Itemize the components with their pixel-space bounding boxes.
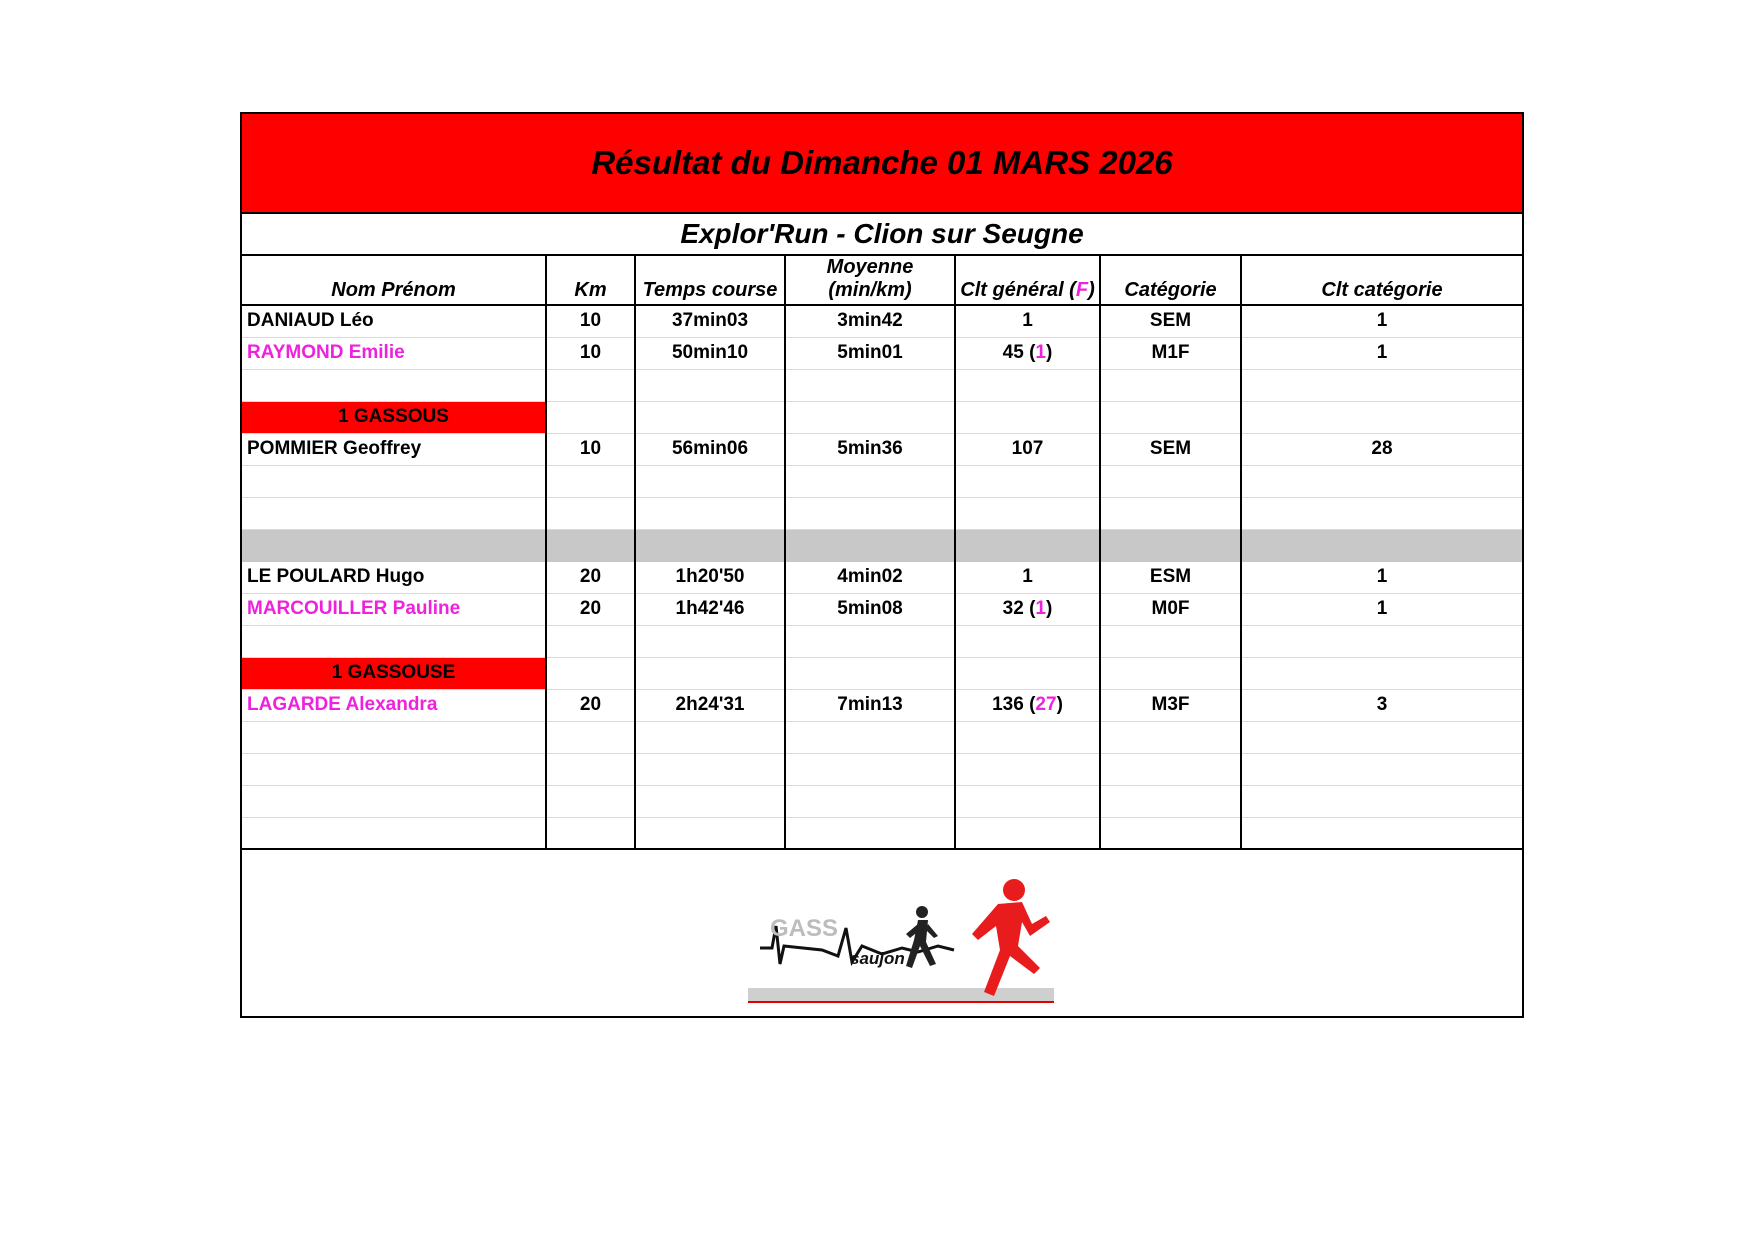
distance-km: 10: [546, 433, 635, 465]
average-pace: 4min02: [785, 561, 955, 593]
distance-km: 20: [546, 689, 635, 721]
category: M3F: [1100, 689, 1241, 721]
empty-row: [242, 369, 1522, 401]
category: SEM: [1100, 433, 1241, 465]
header-average: Moyenne (min/km): [785, 256, 955, 305]
page-title: Résultat du Dimanche 01 MARS 2026: [591, 144, 1173, 181]
logo-gass-text: GASS: [770, 915, 839, 942]
empty-row: [242, 785, 1522, 817]
category-rank: 1: [1241, 593, 1522, 625]
empty-row: [242, 753, 1522, 785]
overall-rank: 45 (1): [955, 337, 1100, 369]
club-group-label: 1 GASSOUSE: [242, 657, 546, 689]
overall-rank-value: 32: [1002, 598, 1024, 619]
logo-saujon-text: saujon: [850, 949, 905, 968]
race-time: 37min03: [635, 305, 785, 337]
table-row: [242, 561, 1522, 593]
runner-name: MARCOUILLER Pauline: [242, 593, 546, 625]
category-rank: 1: [1241, 305, 1522, 337]
club-group-row: [242, 401, 1522, 433]
distance-km: 10: [546, 337, 635, 369]
runner-name: RAYMOND Emilie: [242, 337, 546, 369]
race-time: 1h42'46: [635, 593, 785, 625]
category-rank: 1: [1241, 561, 1522, 593]
runner-name: LAGARDE Alexandra: [242, 689, 546, 721]
header-km: Km: [546, 256, 635, 305]
category-rank: 1: [1241, 337, 1522, 369]
average-pace: 3min42: [785, 305, 955, 337]
runner-name: LE POULARD Hugo: [242, 561, 546, 593]
overall-rank-value: 45: [1002, 342, 1024, 363]
header-name: Nom Prénom: [242, 256, 546, 305]
runner-name: POMMIER Geoffrey: [242, 433, 546, 465]
table-row: [242, 433, 1522, 465]
overall-rank-value: 136: [992, 694, 1024, 715]
overall-rank: 1: [955, 561, 1100, 593]
empty-row: [242, 625, 1522, 657]
race-time: 2h24'31: [635, 689, 785, 721]
header-time: Temps course: [635, 256, 785, 305]
category: ESM: [1100, 561, 1241, 593]
distance-km: 20: [546, 593, 635, 625]
distance-km: 20: [546, 561, 635, 593]
category: SEM: [1100, 305, 1241, 337]
separator-row: [242, 529, 1522, 561]
empty-row: [242, 497, 1522, 529]
race-time: 1h20'50: [635, 561, 785, 593]
category-rank: 28: [1241, 433, 1522, 465]
empty-row: [242, 465, 1522, 497]
category-rank: 3: [1241, 689, 1522, 721]
average-pace: 5min36: [785, 433, 955, 465]
overall-rank: 32 (1): [955, 593, 1100, 625]
table-row: [242, 593, 1522, 625]
average-pace: 5min08: [785, 593, 955, 625]
overall-rank: 107: [955, 433, 1100, 465]
header-overall-f: F: [1075, 279, 1089, 301]
club-logo: [742, 876, 1062, 1006]
header-overall-rank: [955, 256, 1100, 305]
female-rank-value: 27: [1035, 694, 1057, 715]
distance-km: 10: [546, 305, 635, 337]
runner-name: DANIAUD Léo: [242, 305, 546, 337]
table-row: [242, 689, 1522, 721]
club-group-label: 1 GASSOUS: [242, 401, 546, 433]
category: M0F: [1100, 593, 1241, 625]
results-sheet: [240, 112, 1524, 1018]
empty-row: [242, 817, 1522, 849]
race-time: 56min06: [635, 433, 785, 465]
red-runner-icon: [972, 879, 1050, 996]
empty-row: [242, 721, 1522, 753]
race-subtitle-bar: [242, 214, 1522, 256]
header-overall-prefix: Clt général (: [960, 279, 1076, 301]
header-row: [242, 256, 1522, 305]
female-rank-value: 1: [1035, 598, 1046, 619]
race-time: 50min10: [635, 337, 785, 369]
small-runner-icon: [906, 906, 938, 968]
category: M1F: [1100, 337, 1241, 369]
overall-rank: 136 (27): [955, 689, 1100, 721]
race-subtitle: Explor'Run - Clion sur Seugne: [680, 218, 1084, 249]
header-overall-suffix: ): [1088, 279, 1095, 301]
header-category: Catégorie: [1100, 256, 1241, 305]
logo-base-bar: [748, 988, 1054, 1002]
header-category-rank: Clt catégorie: [1241, 256, 1522, 305]
club-group-row: [242, 657, 1522, 689]
average-pace: 5min01: [785, 337, 955, 369]
logo-area: [242, 866, 1522, 1016]
overall-rank: 1: [955, 305, 1100, 337]
female-rank-value: 1: [1035, 342, 1046, 363]
table-row: [242, 337, 1522, 369]
results-table: [242, 256, 1522, 850]
table-row: [242, 305, 1522, 337]
average-pace: 7min13: [785, 689, 955, 721]
title-banner: [242, 114, 1522, 214]
